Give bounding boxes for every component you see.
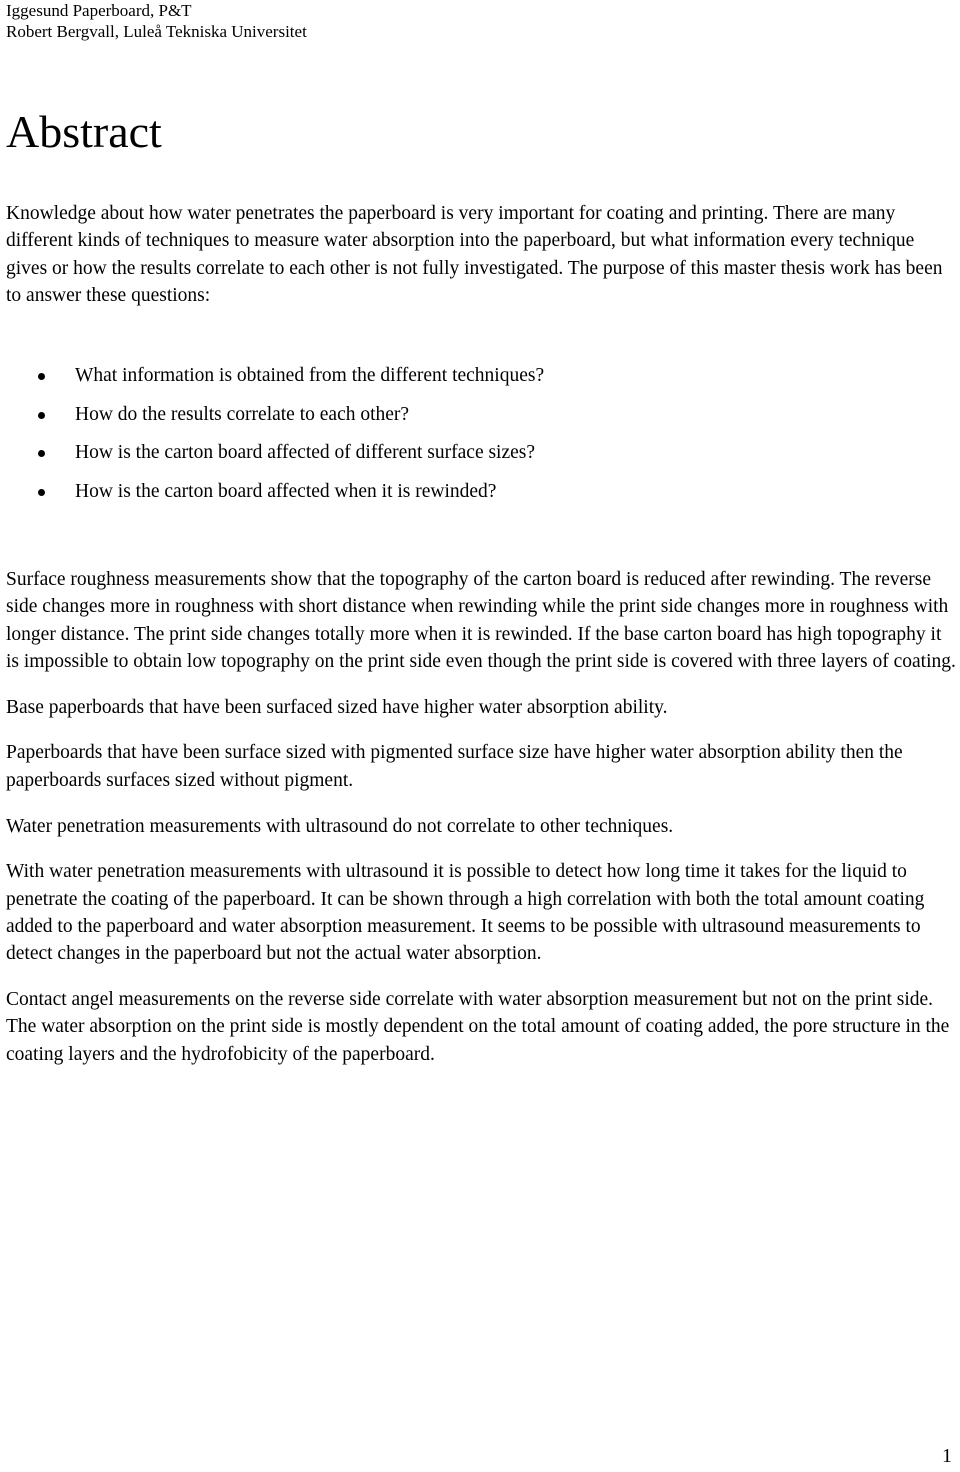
page-header	[6, 0, 307, 42]
finding-paragraph: Contact angel measurements on the reverse side correlate with water absorption measurement but not on the print side. The water absorption on the print side is mostly dependent on the total amount of coating added, the pore structure in the coating layers and the hydrofobicity of the paperboard.	[6, 989, 950, 1065]
bullet-icon	[38, 373, 45, 380]
list-item	[0, 434, 544, 473]
question-text: How is the carton board affected when it is rewinded?	[75, 480, 497, 502]
intro-paragraph: Knowledge about how water penetrates the paperboard is very important for coating and printing. There are many different kinds of techniques to measure water absorption into the paperboard, but what information every technique gives or how the results correlate to each other is not fully investigated. The purpose of this master thesis work has been to answer these questions:	[6, 203, 943, 306]
finding-paragraph: Base paperboards that have been surfaced sized have higher water absorption ability.	[6, 696, 668, 718]
list-item	[0, 396, 544, 435]
section-title: Abstract	[6, 106, 162, 157]
header-author: Robert Bergvall, Luleå Tekniska Universitet	[6, 22, 307, 41]
findings-section	[6, 566, 958, 1086]
page-number: 1	[942, 1445, 952, 1467]
question-text: How is the carton board affected of different surface sizes?	[75, 442, 536, 463]
list-item	[0, 473, 544, 512]
finding-paragraph: Surface roughness measurements show that the topography of the carton board is reduced after rewinding. The reverse side changes more in roughness with short distance when rewinding while the print side changes more in roughness with longer distance. The print side changes totally more when it is rewinded. If the base carton board has high topography it is impossible to obtain low topography on the print side even though the print side is covered with three layers of coating.	[6, 569, 956, 672]
finding-paragraph: Water penetration measurements with ultrasound do not correlate to other techniques.	[6, 815, 674, 837]
finding-paragraph: Paperboards that have been surface sized with pigmented surface size have higher water absorption ability then the paperboards surfaces sized without pigment.	[6, 742, 903, 791]
list-item	[0, 357, 544, 396]
bullet-icon	[38, 489, 45, 496]
bullet-icon	[38, 412, 45, 419]
questions-list	[0, 357, 544, 511]
header-organization: Iggesund Paperboard, P&T	[6, 1, 192, 20]
question-text: How do the results correlate to each other?	[75, 403, 410, 425]
bullet-icon	[38, 450, 45, 457]
question-text: What information is obtained from the different techniques?	[75, 365, 545, 386]
finding-paragraph: With water penetration measurements with ultrasound it is possible to detect how long time it takes for the liquid to penetrate the coating of the paperboard. It can be shown through a high correlation with both the total amount coating added to the paperboard and water absorption measurement. It seems to be possible with ultrasound measurements to detect changes in the paperboard but not the actual water absorption.	[6, 861, 925, 965]
